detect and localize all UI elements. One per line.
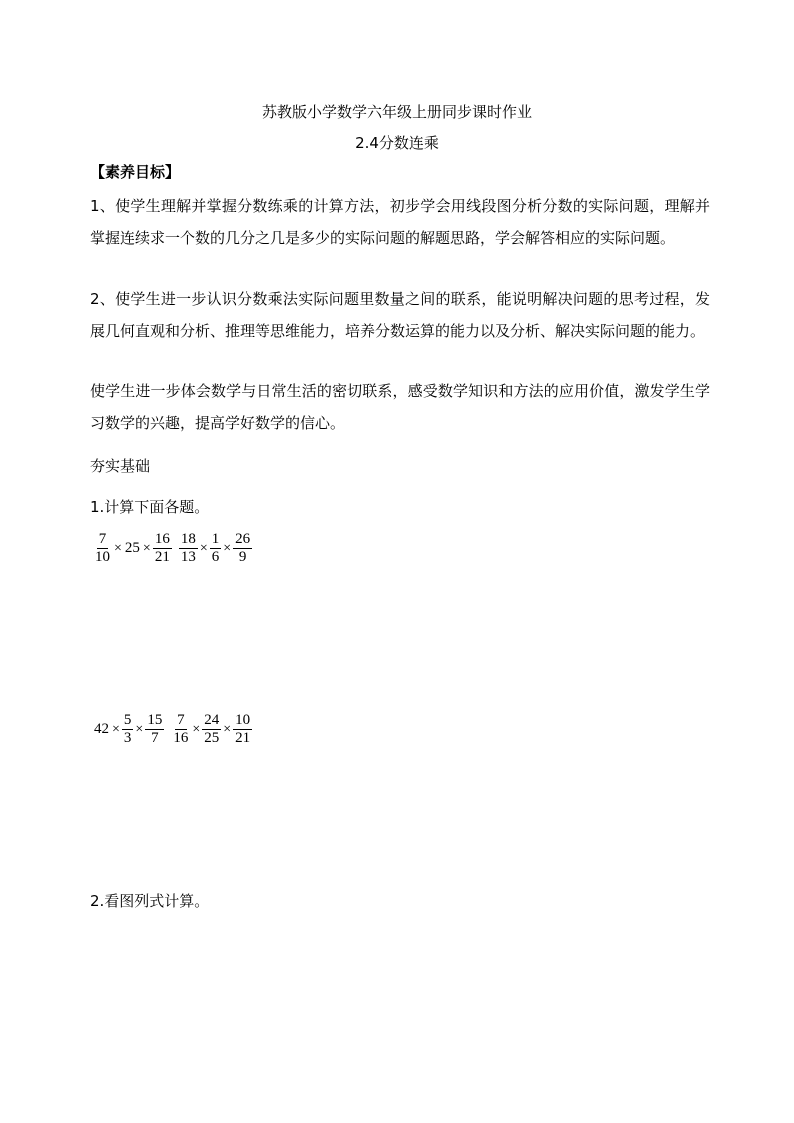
numerator: 7 bbox=[177, 712, 185, 728]
multiply-sign: × bbox=[223, 721, 232, 737]
numerator: 18 bbox=[180, 531, 196, 547]
question-1-prompt: 1.计算下面各题。 bbox=[90, 498, 210, 516]
fraction bbox=[210, 531, 222, 566]
fraction bbox=[202, 712, 221, 747]
multiply-sign: × bbox=[142, 540, 151, 556]
fraction bbox=[171, 712, 190, 747]
multiply-sign: × bbox=[192, 721, 201, 737]
denominator: 21 bbox=[154, 549, 170, 565]
document-title: 苏教版小学数学六年级上册同步课时作业 bbox=[261, 103, 532, 121]
question-2-prompt: 2.看图列式计算。 bbox=[90, 892, 210, 910]
goals-heading: 【素养目标】 bbox=[90, 163, 181, 181]
denominator: 16 bbox=[173, 730, 189, 746]
denominator: 6 bbox=[211, 549, 220, 565]
fraction bbox=[233, 712, 252, 747]
multiply-sign: × bbox=[135, 721, 144, 737]
fraction bbox=[93, 531, 112, 566]
denominator: 3 bbox=[123, 730, 132, 746]
fraction bbox=[145, 712, 164, 747]
fraction bbox=[179, 531, 198, 566]
numerator: 5 bbox=[123, 712, 132, 728]
numerator: 15 bbox=[147, 712, 163, 728]
math-expression-2 bbox=[92, 712, 253, 747]
denominator: 9 bbox=[238, 549, 247, 565]
fraction bbox=[122, 712, 134, 747]
numerator: 16 bbox=[154, 531, 170, 547]
section-basic-heading: 夯实基础 bbox=[90, 457, 151, 475]
math-expression-1 bbox=[92, 531, 253, 566]
fraction bbox=[153, 531, 172, 566]
denominator: 25 bbox=[204, 730, 220, 746]
multiply-sign: × bbox=[114, 540, 122, 556]
denominator: 7 bbox=[151, 730, 159, 746]
numerator: 1 bbox=[211, 531, 220, 547]
integer: 42 bbox=[94, 721, 109, 737]
lesson-subtitle: 2.4分数连乘 bbox=[355, 134, 439, 152]
multiply-sign: × bbox=[199, 540, 208, 556]
denominator: 10 bbox=[95, 549, 110, 565]
goal-paragraph-1: 1、使学生理解并掌握分数练乘的计算方法，初步学会用线段图分析分数的实际问题，理解并掌握连续求一个数的几分之几是多少的实际问题的解题思路，学会解答相应的实际问题。 bbox=[90, 197, 710, 247]
goal-paragraph-2: 2、使学生进一步认识分数乘法实际问题里数量之间的联系，能说明解决问题的思考过程，发展几何直观和分析、推理等思维能力，培养分数运算的能力以及分析、解决实际问题的能力。 bbox=[90, 290, 710, 340]
numerator: 7 bbox=[98, 531, 107, 547]
denominator: 13 bbox=[180, 549, 196, 565]
multiply-sign: × bbox=[112, 721, 120, 737]
goal-paragraph-3: 使学生进一步体会数学与日常生活的密切联系，感受数学知识和方法的应用价值，激发学生学习数学的兴趣，提高学好数学的信心。 bbox=[90, 382, 710, 432]
fraction bbox=[233, 531, 252, 566]
numerator: 26 bbox=[235, 531, 251, 547]
numerator: 24 bbox=[204, 712, 220, 728]
numerator: 10 bbox=[235, 712, 251, 728]
denominator: 21 bbox=[235, 730, 251, 746]
integer: 25 bbox=[124, 540, 140, 556]
multiply-sign: × bbox=[223, 540, 232, 556]
